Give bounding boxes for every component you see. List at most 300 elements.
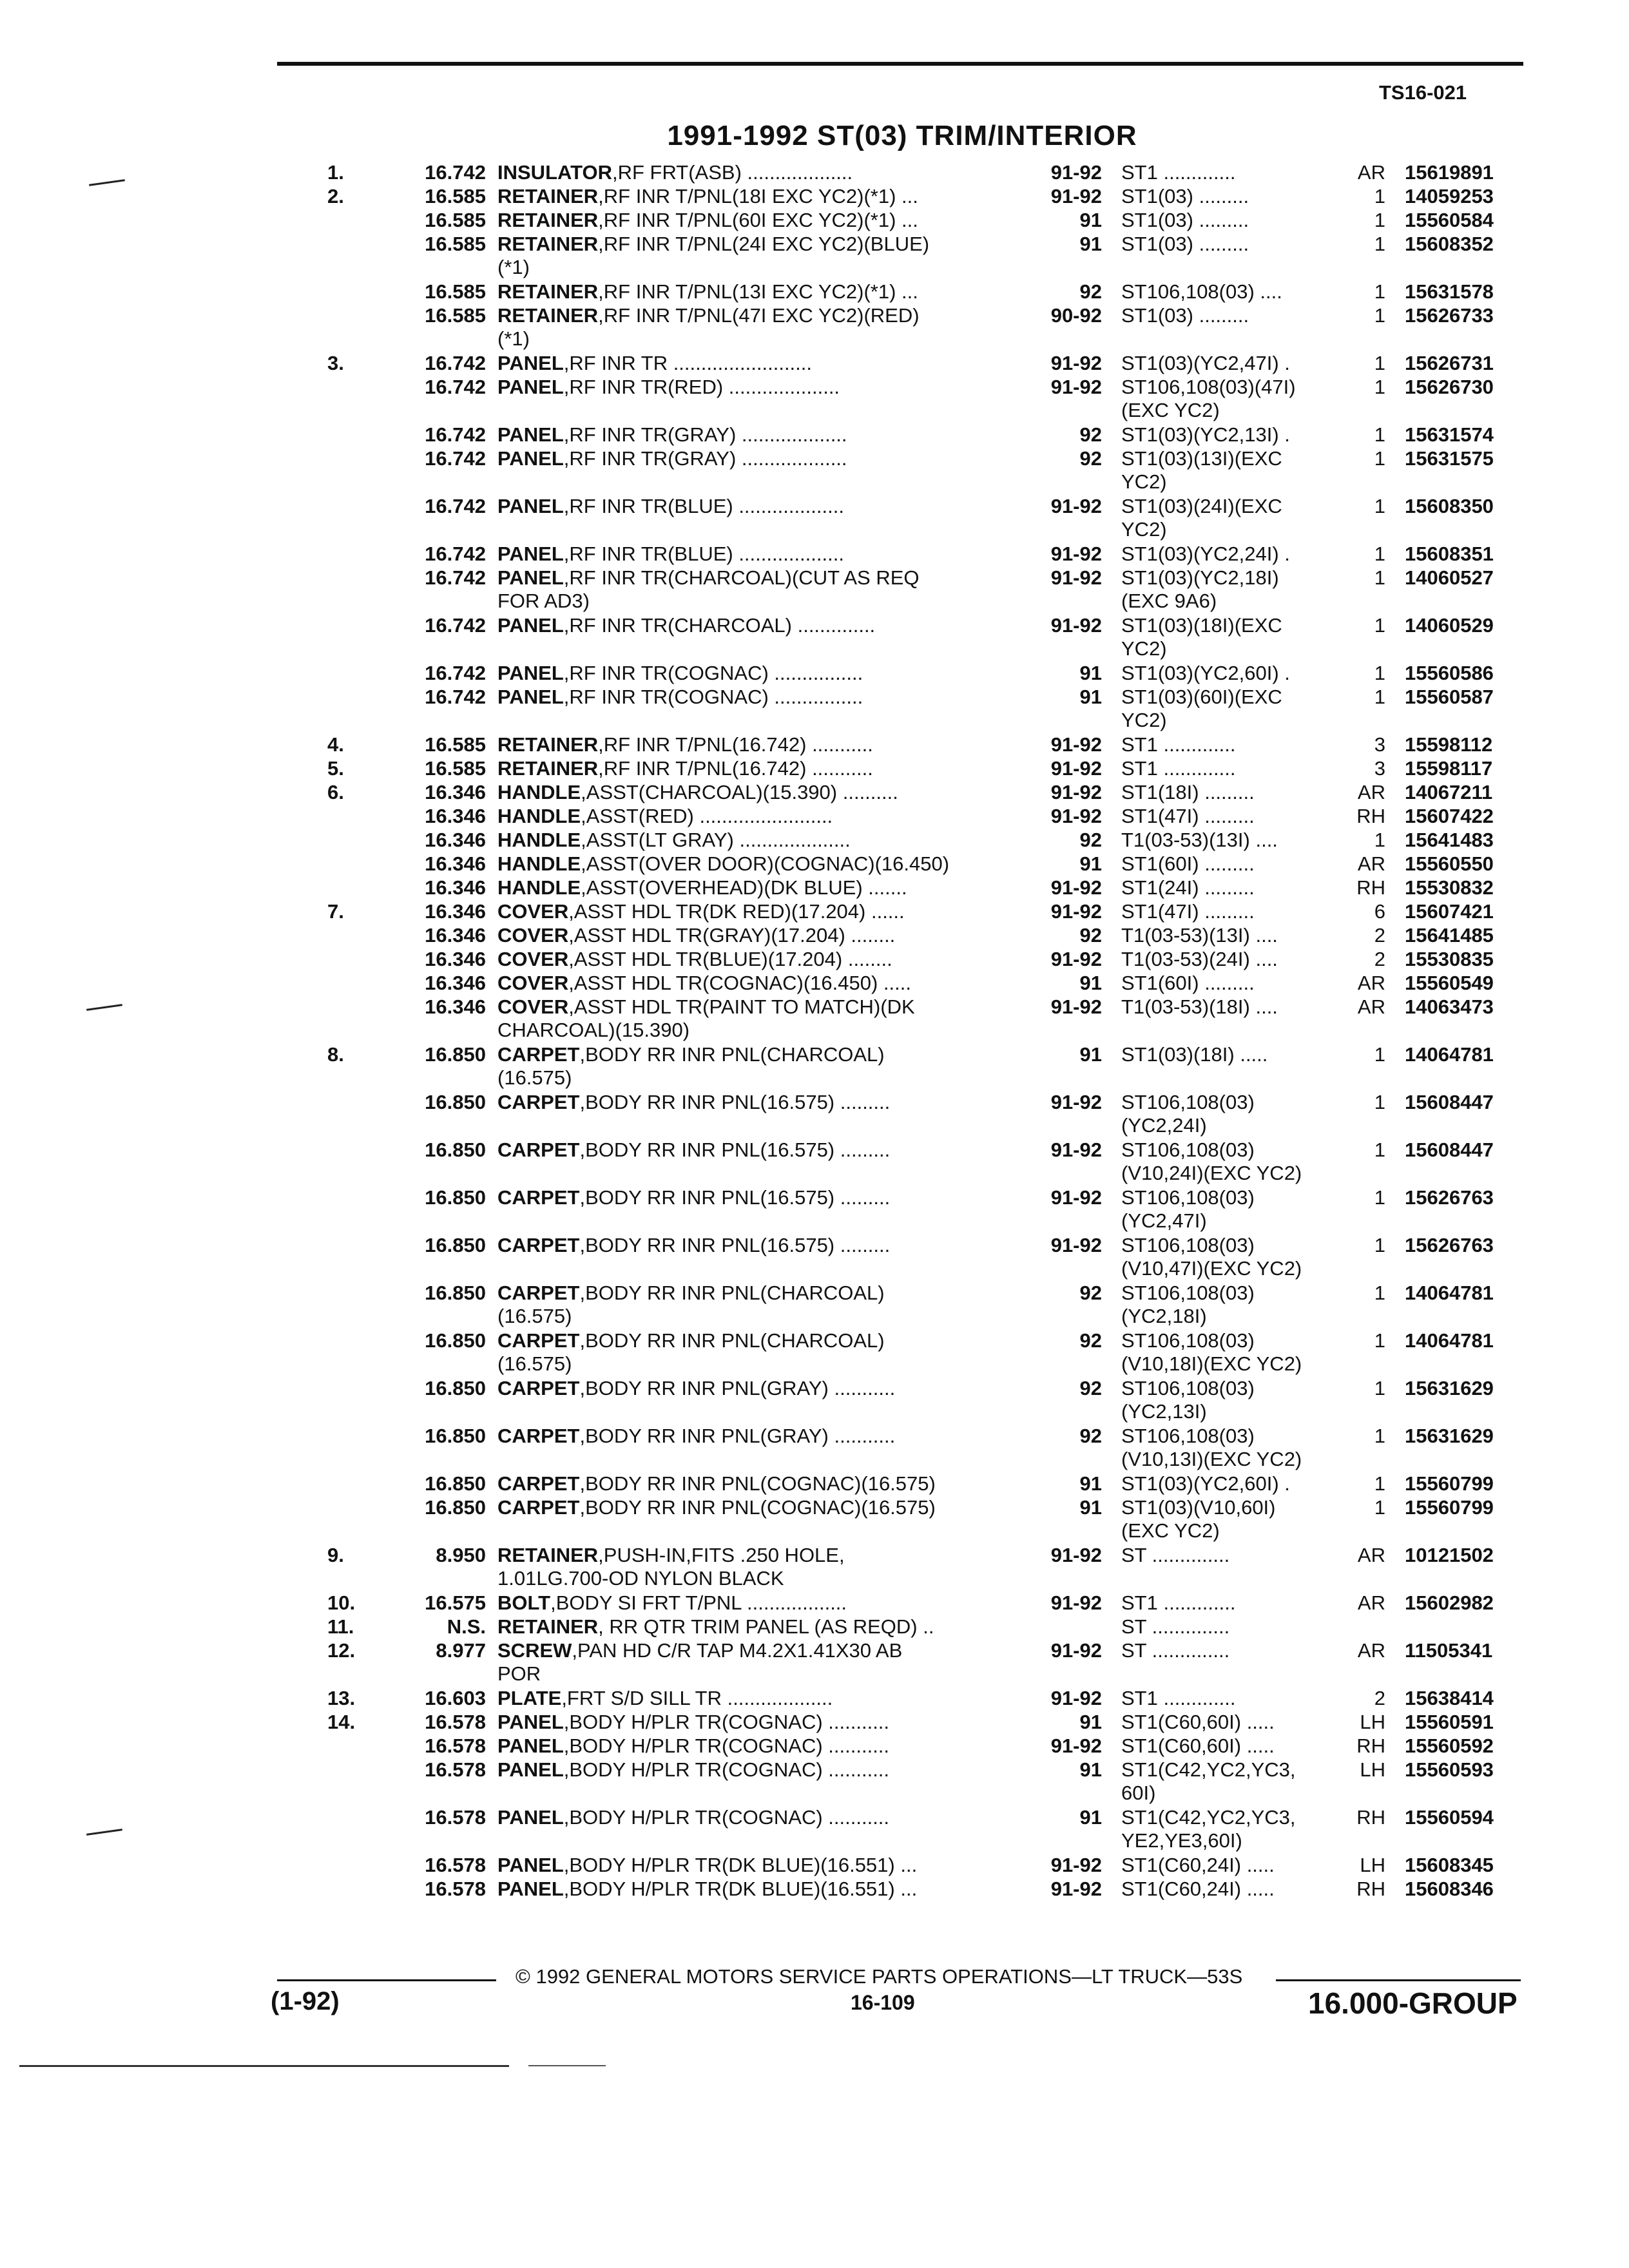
model-usage xyxy=(1121,1711,1340,1734)
model-line: ST106,108(03) xyxy=(1121,1425,1255,1447)
model-line: ST1(24I) ......... xyxy=(1121,876,1255,899)
description-line xyxy=(497,995,1013,1019)
model-usage xyxy=(1121,995,1340,1019)
model-usage xyxy=(1121,852,1340,876)
part-detail: ,RF INR T/PNL(16.742) ........... xyxy=(598,733,873,756)
model-usage xyxy=(1121,1735,1340,1758)
quantity: 1 xyxy=(1374,1282,1385,1304)
part-row xyxy=(0,686,1629,733)
part-number: 15560799 xyxy=(1405,1472,1494,1495)
group-number: 16.578 xyxy=(425,1711,486,1733)
part-row xyxy=(0,1377,1629,1425)
model-years: 92 xyxy=(1079,1282,1102,1304)
model-years: 91 xyxy=(1079,852,1102,875)
model-years: 91-92 xyxy=(1050,1735,1102,1757)
part-name: RETAINER xyxy=(497,733,599,756)
quantity: AR xyxy=(1357,1591,1385,1614)
group-label: 16.000-GROUP xyxy=(1308,1986,1518,2020)
description-line xyxy=(497,185,1013,208)
part-description xyxy=(497,233,1013,279)
model-line: ST1 ............. xyxy=(1121,1591,1236,1614)
part-row xyxy=(0,543,1629,566)
quantity: 1 xyxy=(1374,1139,1385,1161)
part-number: 14064781 xyxy=(1405,1282,1494,1304)
quantity: AR xyxy=(1357,1639,1385,1662)
part-detail: ,ASST(RED) ........................ xyxy=(581,805,833,827)
model-years: 91-92 xyxy=(1050,1544,1102,1566)
part-detail: ,RF INR T/PNL(13I EXC YC2)(*1) ... xyxy=(598,280,918,303)
model-usage xyxy=(1121,1544,1340,1567)
model-years: 91-92 xyxy=(1050,781,1102,803)
model-years: 91 xyxy=(1079,209,1102,231)
part-name: CARPET xyxy=(497,1329,580,1352)
quantity: RH xyxy=(1356,1806,1385,1829)
part-detail: ,BODY RR INR PNL(16.575) ......... xyxy=(579,1186,891,1209)
part-row xyxy=(0,304,1629,352)
model-line: ST106,108(03) xyxy=(1121,1329,1255,1352)
part-number: 15607422 xyxy=(1405,805,1494,827)
part-description xyxy=(497,423,1013,447)
model-line: ST1(03) ......... xyxy=(1121,233,1249,255)
model-years: 91-92 xyxy=(1050,1878,1102,1900)
group-number: 16.850 xyxy=(425,1496,486,1519)
description-line xyxy=(497,1854,1013,1877)
model-years: 91-92 xyxy=(1050,185,1102,207)
description-line xyxy=(497,161,1013,184)
part-number: 15626733 xyxy=(1405,304,1494,327)
part-row xyxy=(0,161,1629,185)
model-years: 91-92 xyxy=(1050,876,1102,899)
part-description xyxy=(497,733,1013,756)
model-usage xyxy=(1121,972,1340,995)
model-line: (EXC YC2) xyxy=(1121,1519,1220,1542)
model-years: 91-92 xyxy=(1050,376,1102,398)
part-description xyxy=(497,924,1013,947)
model-usage xyxy=(1121,423,1340,447)
part-description xyxy=(497,1878,1013,1901)
quantity: 2 xyxy=(1374,1687,1385,1709)
model-line: ST1(47I) ......... xyxy=(1121,805,1255,827)
group-number: 16.578 xyxy=(425,1758,486,1781)
model-years: 90-92 xyxy=(1050,304,1102,327)
model-line: (V10,47I)(EXC YC2) xyxy=(1121,1257,1302,1280)
part-number: 15560591 xyxy=(1405,1711,1494,1733)
model-usage xyxy=(1121,805,1340,828)
model-usage xyxy=(1121,829,1340,852)
part-row xyxy=(0,733,1629,757)
quantity: 3 xyxy=(1374,757,1385,780)
model-line: ST1(03) ......... xyxy=(1121,304,1249,327)
part-name: COVER xyxy=(497,995,569,1018)
quantity: 1 xyxy=(1374,447,1385,470)
description-line xyxy=(497,1377,1013,1400)
part-description xyxy=(497,376,1013,399)
part-description xyxy=(497,1544,1013,1590)
part-number: 15608345 xyxy=(1405,1854,1494,1876)
model-line: ST1 ............. xyxy=(1121,1687,1236,1709)
quantity: 1 xyxy=(1374,280,1385,303)
model-line: ST1(03)(18I)(EXC xyxy=(1121,614,1282,637)
part-name: RETAINER xyxy=(497,1544,599,1566)
part-detail: ,RF INR TR(CHARCOAL) .............. xyxy=(563,614,876,637)
part-detail: ,ASST(CHARCOAL)(15.390) .......... xyxy=(581,781,898,803)
part-name: CARPET xyxy=(497,1282,580,1304)
model-line: (YC2,47I) xyxy=(1121,1209,1207,1232)
model-usage xyxy=(1121,686,1340,732)
model-line: T1(03-53)(13I) .... xyxy=(1121,924,1278,947)
model-usage xyxy=(1121,1496,1340,1542)
part-description xyxy=(497,1425,1013,1448)
part-description xyxy=(497,566,1013,613)
part-detail: ,BODY H/PLR TR(COGNAC) ........... xyxy=(563,1758,890,1781)
callout-number: 3. xyxy=(327,352,344,374)
description-line: (16.575) xyxy=(497,1305,572,1327)
model-usage xyxy=(1121,1472,1340,1495)
part-number: 15560594 xyxy=(1405,1806,1494,1829)
part-detail: ,ASST(LT GRAY) .................... xyxy=(581,829,851,851)
part-name: PANEL xyxy=(497,662,564,684)
callout-number: 10. xyxy=(327,1591,356,1614)
part-detail: ,BODY RR INR PNL(16.575) ......... xyxy=(579,1139,891,1161)
part-name: PANEL xyxy=(497,614,564,637)
model-line: T1(03-53)(13I) .... xyxy=(1121,829,1278,851)
part-description xyxy=(497,1234,1013,1257)
part-name: CARPET xyxy=(497,1472,580,1495)
part-name: PANEL xyxy=(497,352,564,374)
part-name: CARPET xyxy=(497,1091,580,1113)
part-name: COVER xyxy=(497,924,569,947)
model-years: 92 xyxy=(1079,280,1102,303)
model-line: ST1(03)(YC2,60I) . xyxy=(1121,662,1290,684)
model-line: ST106,108(03) xyxy=(1121,1234,1255,1256)
page-number: 16-109 xyxy=(851,1991,915,2014)
part-detail: ,BODY RR INR PNL(COGNAC)(16.575) xyxy=(579,1472,936,1495)
part-name: RETAINER xyxy=(497,757,599,780)
description-line xyxy=(497,280,1013,303)
model-years: 91 xyxy=(1079,1472,1102,1495)
part-row xyxy=(0,1329,1629,1377)
part-detail: ,BODY H/PLR TR(DK BLUE)(16.551) ... xyxy=(563,1854,918,1876)
part-name: RETAINER xyxy=(497,1615,599,1638)
part-detail: ,ASST HDL TR(PAINT TO MATCH)(DK xyxy=(568,995,915,1018)
part-number: 15626730 xyxy=(1405,376,1494,398)
group-number: 16.346 xyxy=(425,900,486,923)
part-row xyxy=(0,829,1629,852)
model-years: 92 xyxy=(1079,447,1102,470)
part-row xyxy=(0,1878,1629,1901)
group-number: 16.346 xyxy=(425,876,486,899)
description-line xyxy=(497,852,1013,876)
part-name: PANEL xyxy=(497,1735,564,1757)
part-description xyxy=(497,1687,1013,1710)
part-description xyxy=(497,352,1013,375)
part-detail: ,BODY H/PLR TR(COGNAC) ........... xyxy=(563,1806,890,1829)
quantity: LH xyxy=(1360,1854,1385,1876)
model-years: 91 xyxy=(1079,1758,1102,1781)
revision-date: (1-92) xyxy=(271,1987,340,2015)
model-line: ST1(03)(YC2,47I) . xyxy=(1121,352,1290,374)
part-name: RETAINER xyxy=(497,280,599,303)
description-line xyxy=(497,1139,1013,1162)
model-years: 91 xyxy=(1079,1043,1102,1066)
callout-number: 11. xyxy=(327,1615,354,1638)
part-detail: ,BODY RR INR PNL(GRAY) ........... xyxy=(579,1377,896,1399)
part-number: 14059253 xyxy=(1405,185,1494,207)
model-line: YC2) xyxy=(1121,709,1167,731)
part-name: HANDLE xyxy=(497,781,581,803)
part-detail: ,BODY H/PLR TR(COGNAC) ........... xyxy=(563,1735,890,1757)
group-number: 16.742 xyxy=(425,543,486,565)
part-number: 15602982 xyxy=(1405,1591,1494,1614)
quantity: 1 xyxy=(1374,543,1385,565)
part-name: COVER xyxy=(497,972,569,994)
part-number: 15560584 xyxy=(1405,209,1494,231)
model-usage xyxy=(1121,233,1340,256)
group-number: 16.346 xyxy=(425,924,486,947)
quantity: 1 xyxy=(1374,376,1385,398)
model-line: T1(03-53)(24I) .... xyxy=(1121,948,1278,970)
model-line: ST1(47I) ......... xyxy=(1121,900,1255,923)
description-line xyxy=(497,209,1013,232)
document-id: TS16-021 xyxy=(1379,81,1467,104)
part-name: CARPET xyxy=(497,1139,580,1161)
model-years: 91 xyxy=(1079,233,1102,255)
part-detail: , RR QTR TRIM PANEL (AS REQD) .. xyxy=(598,1615,934,1638)
part-description xyxy=(497,280,1013,303)
part-number: 15608352 xyxy=(1405,233,1494,255)
model-line: ST1(03) ......... xyxy=(1121,185,1249,207)
model-line: ST1 ............. xyxy=(1121,161,1236,184)
group-number: 16.850 xyxy=(425,1091,486,1113)
quantity: RH xyxy=(1356,876,1385,899)
part-row xyxy=(0,757,1629,781)
model-line: YE2,YE3,60I) xyxy=(1121,1829,1242,1852)
part-row xyxy=(0,948,1629,972)
part-row xyxy=(0,566,1629,614)
model-line: YC2) xyxy=(1121,637,1167,660)
model-line: ST1(03)(13I)(EXC xyxy=(1121,447,1282,470)
part-detail: ,ASST(OVERHEAD)(DK BLUE) ....... xyxy=(581,876,907,899)
part-number: 15607421 xyxy=(1405,900,1494,923)
description-line xyxy=(497,1282,1013,1305)
callout-number: 13. xyxy=(327,1687,356,1709)
part-description xyxy=(497,1758,1013,1782)
part-number: 15619891 xyxy=(1405,161,1494,184)
part-detail: ,RF INR T/PNL(60I EXC YC2)(*1) ... xyxy=(598,209,918,231)
model-usage xyxy=(1121,1329,1340,1376)
part-row xyxy=(0,1711,1629,1735)
part-name: PANEL xyxy=(497,566,564,589)
group-number: 16.850 xyxy=(425,1234,486,1256)
model-years: 92 xyxy=(1079,423,1102,446)
description-line xyxy=(497,614,1013,637)
model-usage xyxy=(1121,447,1340,494)
part-number: 15560593 xyxy=(1405,1758,1494,1781)
part-name: PANEL xyxy=(497,1711,564,1733)
callout-number: 2. xyxy=(327,185,344,207)
quantity: 3 xyxy=(1374,733,1385,756)
part-row xyxy=(0,495,1629,543)
group-number: 16.850 xyxy=(425,1186,486,1209)
part-description xyxy=(497,1377,1013,1400)
description-line xyxy=(497,900,1013,923)
part-row xyxy=(0,376,1629,423)
part-detail: ,RF INR T/PNL(16.742) ........... xyxy=(598,757,873,780)
part-row xyxy=(0,1854,1629,1878)
group-number: N.S. xyxy=(447,1615,486,1638)
model-line: ST106,108(03) xyxy=(1121,1139,1255,1161)
group-number: 16.346 xyxy=(425,805,486,827)
part-number: 14064781 xyxy=(1405,1043,1494,1066)
group-number: 16.742 xyxy=(425,566,486,589)
part-name: HANDLE xyxy=(497,829,581,851)
part-row xyxy=(0,900,1629,924)
part-number: 15626763 xyxy=(1405,1234,1494,1256)
part-detail: ,BODY RR INR PNL(COGNAC)(16.575) xyxy=(579,1496,936,1519)
callout-number: 14. xyxy=(327,1711,356,1733)
group-number: 16.850 xyxy=(425,1377,486,1399)
model-usage xyxy=(1121,614,1340,660)
part-number: 15530835 xyxy=(1405,948,1494,970)
quantity: AR xyxy=(1357,161,1385,184)
model-line: ST1(03) ......... xyxy=(1121,209,1249,231)
description-line xyxy=(497,304,1013,327)
part-number: 15641485 xyxy=(1405,924,1494,947)
model-usage xyxy=(1121,543,1340,566)
group-number: 16.578 xyxy=(425,1854,486,1876)
model-usage xyxy=(1121,1377,1340,1423)
model-line: (YC2,18I) xyxy=(1121,1305,1207,1327)
model-usage xyxy=(1121,757,1340,780)
part-name: CARPET xyxy=(497,1234,580,1256)
description-line: CHARCOAL)(15.390) xyxy=(497,1019,690,1041)
model-years: 91-92 xyxy=(1050,805,1102,827)
model-line: ST1(03)(V10,60I) xyxy=(1121,1496,1276,1519)
part-row xyxy=(0,662,1629,686)
model-line: ST1 ............. xyxy=(1121,757,1236,780)
part-description xyxy=(497,185,1013,208)
model-usage xyxy=(1121,1591,1340,1615)
description-line xyxy=(497,1711,1013,1734)
quantity: AR xyxy=(1357,781,1385,803)
part-row xyxy=(0,1186,1629,1234)
part-number: 15631575 xyxy=(1405,447,1494,470)
part-detail: ,BODY RR INR PNL(16.575) ......... xyxy=(579,1091,891,1113)
part-row xyxy=(0,1591,1629,1615)
group-number: 16.850 xyxy=(425,1425,486,1447)
part-detail: ,RF INR T/PNL(24I EXC YC2)(BLUE) xyxy=(598,233,930,255)
description-line xyxy=(497,805,1013,828)
model-line: ST1(60I) ......... xyxy=(1121,972,1255,994)
group-number: 16.585 xyxy=(425,233,486,255)
part-name: PANEL xyxy=(497,376,564,398)
description-line xyxy=(497,566,1013,590)
model-line: ST106,108(03) xyxy=(1121,1377,1255,1399)
part-number: 15608350 xyxy=(1405,495,1494,517)
part-row xyxy=(0,1806,1629,1854)
part-description xyxy=(497,1472,1013,1495)
part-number: 14067211 xyxy=(1405,781,1493,803)
model-years: 91-92 xyxy=(1050,1091,1102,1113)
model-usage xyxy=(1121,662,1340,685)
part-number: 14063473 xyxy=(1405,995,1494,1018)
callout-number: 5. xyxy=(327,757,344,780)
quantity: RH xyxy=(1356,805,1385,827)
quantity: 6 xyxy=(1374,900,1385,923)
model-usage xyxy=(1121,1043,1340,1066)
model-years: 91-92 xyxy=(1050,1591,1102,1614)
model-line: (YC2,24I) xyxy=(1121,1114,1207,1137)
model-years: 91-92 xyxy=(1050,161,1102,184)
model-usage xyxy=(1121,566,1340,613)
part-description xyxy=(497,1711,1013,1734)
part-row xyxy=(0,995,1629,1043)
part-description xyxy=(497,900,1013,923)
part-description xyxy=(497,1496,1013,1519)
model-years: 91-92 xyxy=(1050,733,1102,756)
part-detail: ,BODY H/PLR TR(COGNAC) ........... xyxy=(563,1711,890,1733)
model-line: (V10,13I)(EXC YC2) xyxy=(1121,1448,1302,1470)
part-description xyxy=(497,805,1013,828)
group-number: 16.578 xyxy=(425,1735,486,1757)
part-row xyxy=(0,972,1629,995)
description-line xyxy=(497,1425,1013,1448)
quantity: 1 xyxy=(1374,686,1385,708)
part-name: PANEL xyxy=(497,1878,564,1900)
description-line xyxy=(497,1806,1013,1829)
model-years: 91-92 xyxy=(1050,614,1102,637)
description-line xyxy=(497,352,1013,375)
model-line: ST106,108(03) xyxy=(1121,1091,1255,1113)
part-number: 15608346 xyxy=(1405,1878,1494,1900)
model-years: 91 xyxy=(1079,1496,1102,1519)
description-line: POR xyxy=(497,1662,541,1685)
model-usage xyxy=(1121,781,1340,804)
part-row xyxy=(0,614,1629,662)
model-years: 91-92 xyxy=(1050,1639,1102,1662)
part-description xyxy=(497,1282,1013,1328)
part-name: PANEL xyxy=(497,543,564,565)
part-name: PLATE xyxy=(497,1687,562,1709)
model-line: ST1(03)(YC2,13I) . xyxy=(1121,423,1290,446)
part-name: PANEL xyxy=(497,1806,564,1829)
description-line: (*1) xyxy=(497,256,530,278)
group-number: 16.585 xyxy=(425,757,486,780)
part-description xyxy=(497,304,1013,351)
part-row xyxy=(0,805,1629,829)
part-description xyxy=(497,161,1013,184)
part-number: 15638414 xyxy=(1405,1687,1494,1709)
part-row xyxy=(0,1043,1629,1091)
quantity: 1 xyxy=(1374,1496,1385,1519)
part-row xyxy=(0,1091,1629,1139)
callout-number: 4. xyxy=(327,733,344,756)
model-years: 91-92 xyxy=(1050,352,1102,374)
model-years: 92 xyxy=(1079,1329,1102,1352)
part-description xyxy=(497,495,1013,518)
description-line xyxy=(497,233,1013,256)
description-line xyxy=(497,876,1013,899)
part-name: RETAINER xyxy=(497,304,599,327)
model-usage xyxy=(1121,1234,1340,1280)
part-number: 15626731 xyxy=(1405,352,1494,374)
part-row xyxy=(0,1496,1629,1544)
part-row xyxy=(0,209,1629,233)
part-row xyxy=(0,352,1629,376)
description-line xyxy=(497,757,1013,780)
model-years: 91-92 xyxy=(1050,900,1102,923)
model-line: (EXC 9A6) xyxy=(1121,590,1217,612)
